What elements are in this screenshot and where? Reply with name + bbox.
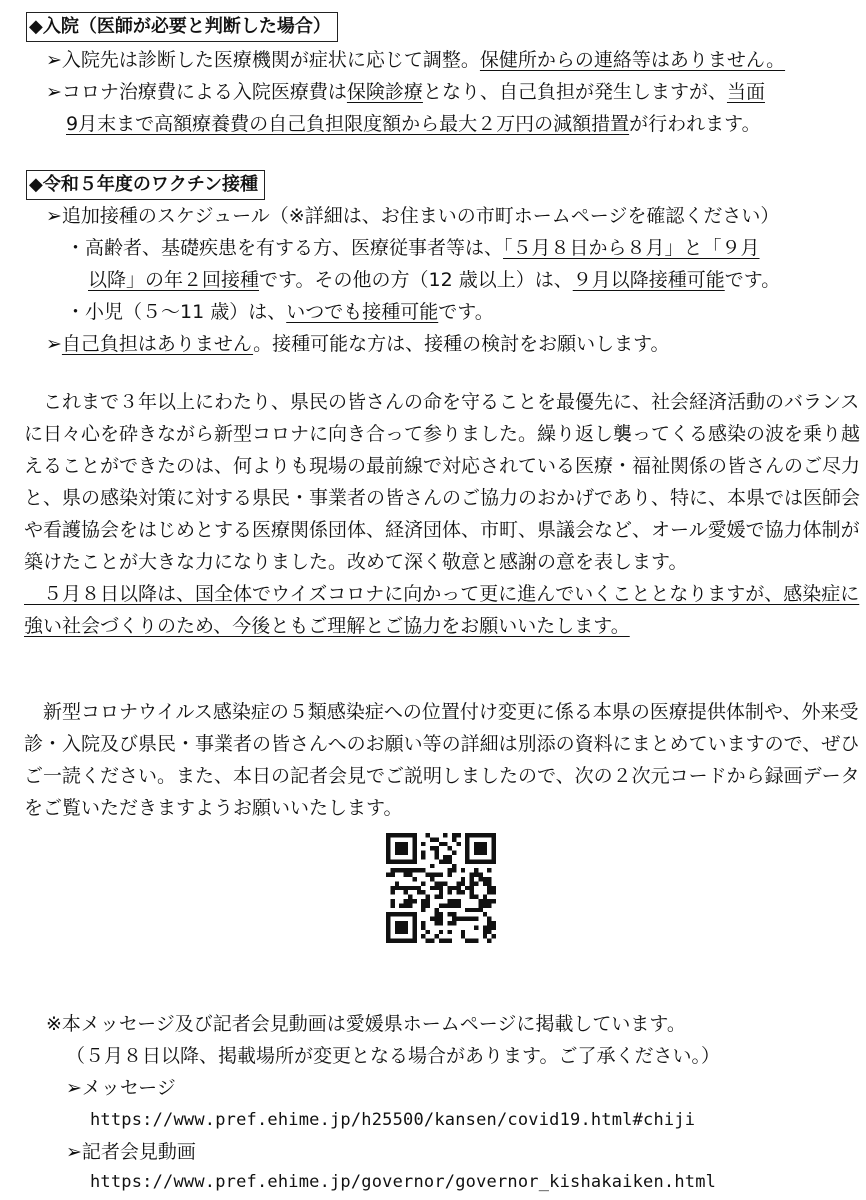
paragraph-text: これまで３年以上にわたり、県民の皆さんの命を守ることを最優先に、社会経済活動のバランスに日々心を砕きながら新型コロナに向き合って参りました。繰り返し襲ってくる感染の波を乗り越えることができたのは、何よりも現場の最前線で対応されている医療・福祉関係の皆さんのご尽力と、県の感染対策に対する県民・事業者の皆さんのご協力のおかげであり、特に、本県では医師会や看護協会をはじめとする医療関係団体、経済団体、市町、県議会など、オール愛媛で協力体制が築けたことが大きな力になりました。改めて深く敬意と感謝の意を表します。 (24, 391, 861, 573)
hospitalization-line-1 (46, 44, 785, 76)
text-span: です。 (724, 269, 781, 291)
underlined-paragraph: ５月８日以降は、国全体でウイズコロナに向かって更に進んでいくこととなりますが、感染症に強い社会づくりのため、今後ともご理解とご協力をお願いいたします。 (24, 583, 860, 637)
section-heading-vaccination: ◆令和５年度のワクチン接種 (26, 170, 265, 200)
text-span: ➢ (46, 333, 62, 355)
hospitalization-line-3 (66, 108, 761, 140)
text-span: ・高齢者、基礎疾患を有する方、医療従事者等は、 (66, 237, 504, 259)
message-paragraph (24, 386, 860, 642)
video-url-link[interactable]: https://www.pref.ehime.jp/governor/governor_kishakaiken.html (90, 1172, 717, 1192)
underlined-text: ９月以降接種可能 (572, 269, 725, 291)
underlined-text: 保険診療 (346, 81, 423, 103)
details-paragraph: 新型コロナウイルス感染症の５類感染症への位置付け変更に係る本県の医療提供体制や、外来受診・入院及び県民・事業者の皆さんへのお願い等の詳細は別添の資料にまとめていますので、ぜひご一読ください。また、本日の記者会見でご説明しましたので、次の２次元コードから録画データをご覧いただきますようお願いいたします。 (24, 701, 860, 819)
footer-note-2: （５月８日以降、掲載場所が変更となる場合があります。ご了承ください。） (66, 1045, 720, 1067)
vaccination-line-4 (66, 296, 494, 328)
text-span: 。接種可能な方は、接種の検討をお願いします。 (253, 333, 670, 355)
video-link-label: ➢記者会見動画 (66, 1141, 196, 1163)
hospitalization-line-2 (46, 76, 765, 108)
vaccination-line-5 (46, 328, 670, 360)
vaccination-line-2 (66, 232, 760, 264)
vaccination-line-3 (88, 264, 780, 296)
message-link-label: ➢メッセージ (66, 1077, 176, 1099)
section-heading-hospitalization: ◆入院（医師が必要と判断した場合） (26, 12, 338, 42)
text-span: ➢コロナ治療費による入院医療費は (46, 81, 347, 103)
underlined-text: 9月末まで高額療養費の自己負担限度額から最大２万円の減額措置 (66, 113, 630, 135)
underlined-text: 当面 (726, 81, 765, 103)
footer-note: ※本メッセージ及び記者会見動画は愛媛県ホームページに掲載しています。 (46, 1013, 686, 1035)
underlined-text: 「５月８日から８月」と「９月 (503, 237, 760, 259)
text-span: ➢入院先は診断した医療機関が症状に応じて調整。 (46, 49, 480, 71)
underlined-text: 以降」の年２回接種 (88, 269, 260, 291)
qr-code-icon[interactable] (386, 833, 496, 943)
message-url-link[interactable]: https://www.pref.ehime.jp/h25500/kansen/covid19.html#chiji (90, 1110, 696, 1130)
text-span: です。その他の方（12 歳以上）は、 (259, 269, 573, 291)
text-span: ・小児（５～11 歳）は、 (66, 301, 287, 323)
vaccination-line-1: ➢追加接種のスケジュール（※詳細は、お住まいの市町ホームページを確認ください） (46, 205, 780, 227)
underlined-text: いつでも接種可能 (286, 301, 439, 323)
underlined-text: 自己負担はありません (61, 333, 254, 355)
text-span: となり、自己負担が発生しますが、 (422, 81, 727, 103)
text-span: が行われます。 (629, 113, 761, 135)
underlined-text: 保健所からの連絡等はありません。 (479, 49, 786, 71)
text-span: です。 (438, 301, 494, 323)
